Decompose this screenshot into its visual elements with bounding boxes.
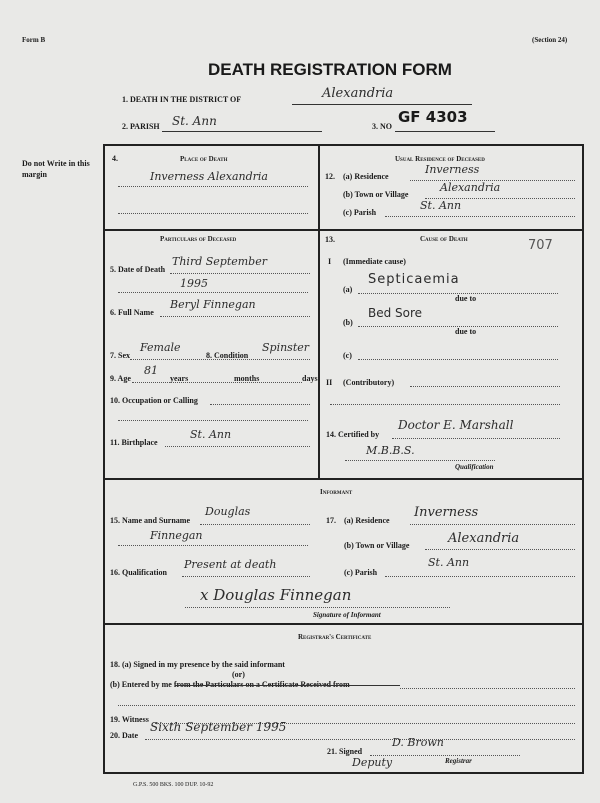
footer-text: G.P.S. 500 BKS. 100 DUP. 10-92	[133, 782, 214, 788]
witness-label: 19. Witness	[110, 715, 149, 724]
informant-qual-label: 16. Qualification	[110, 568, 167, 577]
informant-res-dots	[410, 524, 575, 525]
registrar-18b: (b) Entered by me from the Particulars on a Certificate Received from	[110, 680, 350, 689]
certified-dots	[392, 438, 560, 439]
date-value: Third September	[172, 255, 267, 268]
age-days: days	[302, 374, 318, 383]
parish-label: 2. PARISH	[122, 122, 160, 131]
contributory-dots-1	[410, 386, 560, 387]
condition-label: 8. Condition	[206, 351, 249, 360]
form-label: Form B	[22, 36, 46, 44]
informant-name-value-2: Finnegan	[150, 529, 203, 542]
registrar-date-dots	[145, 739, 575, 740]
registrar-18a: 18. (a) Signed in my presence by the said informant	[110, 660, 285, 669]
informant-parish-dots	[385, 576, 575, 577]
informant-res-value: Inverness	[414, 505, 479, 520]
cause-num: 13.	[325, 235, 335, 244]
name-label: 6. Full Name	[110, 308, 154, 317]
birthplace-label: 11. Birthplace	[110, 438, 158, 447]
cause-i-label: I	[328, 257, 332, 266]
place-dots-1	[118, 186, 308, 187]
date-dots	[170, 273, 310, 274]
cause-a-value: Septicaemia	[368, 272, 460, 287]
occupation-dots-2	[118, 420, 308, 421]
signature-label: Signature of Informant	[313, 611, 381, 619]
strike-through	[175, 685, 400, 686]
cause-b-label: (b)	[343, 318, 353, 327]
particulars-heading: Particulars of Deceased	[160, 235, 237, 243]
informant-res-num: 17.	[326, 516, 336, 525]
sex-label: 7. Sex	[110, 351, 130, 360]
residence-c-dots	[385, 216, 575, 217]
no-label: 3. NO	[372, 122, 392, 131]
residence-c-label: (c) Parish	[343, 208, 377, 217]
cause-immediate: (Immediate cause)	[343, 257, 406, 266]
residence-c-value: St. Ann	[420, 199, 462, 212]
date-year-dots	[118, 292, 308, 293]
qualification-label: Qualification	[455, 463, 494, 471]
cause-ref: 707	[528, 238, 553, 253]
district-line	[292, 104, 472, 105]
signature-line	[185, 607, 450, 608]
cause-ii-label: II	[326, 378, 333, 387]
qualification-dots	[345, 460, 495, 461]
residence-num: 12.	[325, 172, 335, 181]
district-label: 1. DEATH IN THE DISTRICT OF	[122, 95, 242, 104]
residence-a-label: (a) Residence	[343, 172, 389, 181]
section-label: (Section 24)	[532, 36, 568, 44]
informant-parish-value: St. Ann	[428, 556, 470, 569]
informant-town-value: Alexandria	[448, 531, 520, 546]
age-months: months	[234, 374, 260, 383]
informant-name-label: 15. Name and Surname	[110, 516, 191, 525]
residence-a-value: Inverness	[425, 163, 480, 176]
page-title: DEATH REGISTRATION FORM	[208, 60, 452, 79]
center-divider	[318, 144, 320, 478]
informant-heading: Informant	[320, 488, 353, 496]
signed-label: 21. Signed	[327, 747, 363, 756]
informant-res-label: (a) Residence	[344, 516, 390, 525]
deputy-text: Deputy	[352, 756, 393, 769]
residence-b-label: (b) Town or Village	[343, 190, 409, 199]
contributory-dots-2	[330, 404, 560, 405]
district-value: Alexandria	[322, 86, 394, 101]
informant-signature: x Douglas Finnegan	[200, 586, 352, 604]
cause-contributory: (Contributory)	[343, 378, 395, 387]
no-value: GF 4303	[398, 108, 468, 126]
residence-heading: Usual Residence of Deceased	[395, 155, 485, 163]
informant-name-dots	[200, 524, 310, 525]
qualification-value: M.B.B.S.	[366, 444, 415, 457]
informant-parish-label: (c) Parish	[344, 568, 378, 577]
informant-town-dots	[425, 549, 575, 550]
date-label: 5. Date of Death	[110, 265, 166, 274]
birthplace-dots	[165, 446, 310, 447]
condition-value: Spinster	[262, 341, 310, 354]
margin-note: Do not Write in this margin	[22, 159, 90, 179]
no-line	[395, 131, 495, 132]
date-label-20: 20. Date	[110, 731, 138, 740]
informant-qual-dots	[182, 576, 310, 577]
place-heading: Place of Death	[180, 155, 228, 163]
occupation-label: 10. Occupation or Calling	[110, 396, 198, 405]
row-divider-1	[103, 229, 584, 231]
birthplace-value: St. Ann	[190, 428, 232, 441]
registrar-dots-2	[118, 705, 575, 706]
age-years: years	[170, 374, 189, 383]
cause-a-label: (a)	[343, 285, 353, 294]
parish-value: St. Ann	[172, 114, 217, 128]
registrar-18b-dots	[400, 688, 575, 689]
cause-c-label: (c)	[343, 351, 352, 360]
occupation-dots-1	[210, 404, 310, 405]
name-dots	[160, 316, 310, 317]
registrar-or: (or)	[232, 670, 245, 679]
informant-name-dots-2	[118, 545, 308, 546]
cause-due-1: due to	[455, 294, 477, 303]
place-num: 4.	[112, 154, 118, 163]
cause-heading: Cause of Death	[420, 235, 468, 243]
place-value: Inverness Alexandria	[150, 170, 268, 183]
cause-due-2: due to	[455, 327, 477, 336]
informant-qual-value: Present at death	[184, 558, 277, 571]
place-dots-2	[118, 213, 308, 214]
row-divider-2	[103, 478, 584, 480]
signed-dots	[370, 755, 520, 756]
informant-name-value: Douglas	[205, 505, 251, 518]
sex-value: Female	[140, 341, 181, 354]
certified-value: Doctor E. Marshall	[398, 418, 514, 432]
parish-line	[162, 131, 322, 132]
certified-label: 14. Certified by	[326, 430, 380, 439]
registrar-date-value: Sixth September 1995	[150, 720, 287, 734]
registrar-label: Registrar	[445, 757, 472, 765]
cause-c-dots	[358, 359, 558, 360]
informant-town-label: (b) Town or Village	[344, 541, 410, 550]
row-divider-3	[103, 623, 584, 625]
residence-b-value: Alexandria	[440, 181, 501, 194]
age-label: 9. Age	[110, 374, 131, 383]
cause-b-value: Bed Sore	[368, 306, 423, 320]
registrar-heading: Registrar's Certificate	[298, 633, 372, 641]
date-year: 1995	[180, 277, 208, 290]
age-value: 81	[144, 364, 158, 377]
sex-dots	[130, 359, 310, 360]
signed-value: D. Brown	[392, 736, 444, 749]
name-value: Beryl Finnegan	[170, 298, 256, 311]
age-dots	[132, 382, 302, 383]
